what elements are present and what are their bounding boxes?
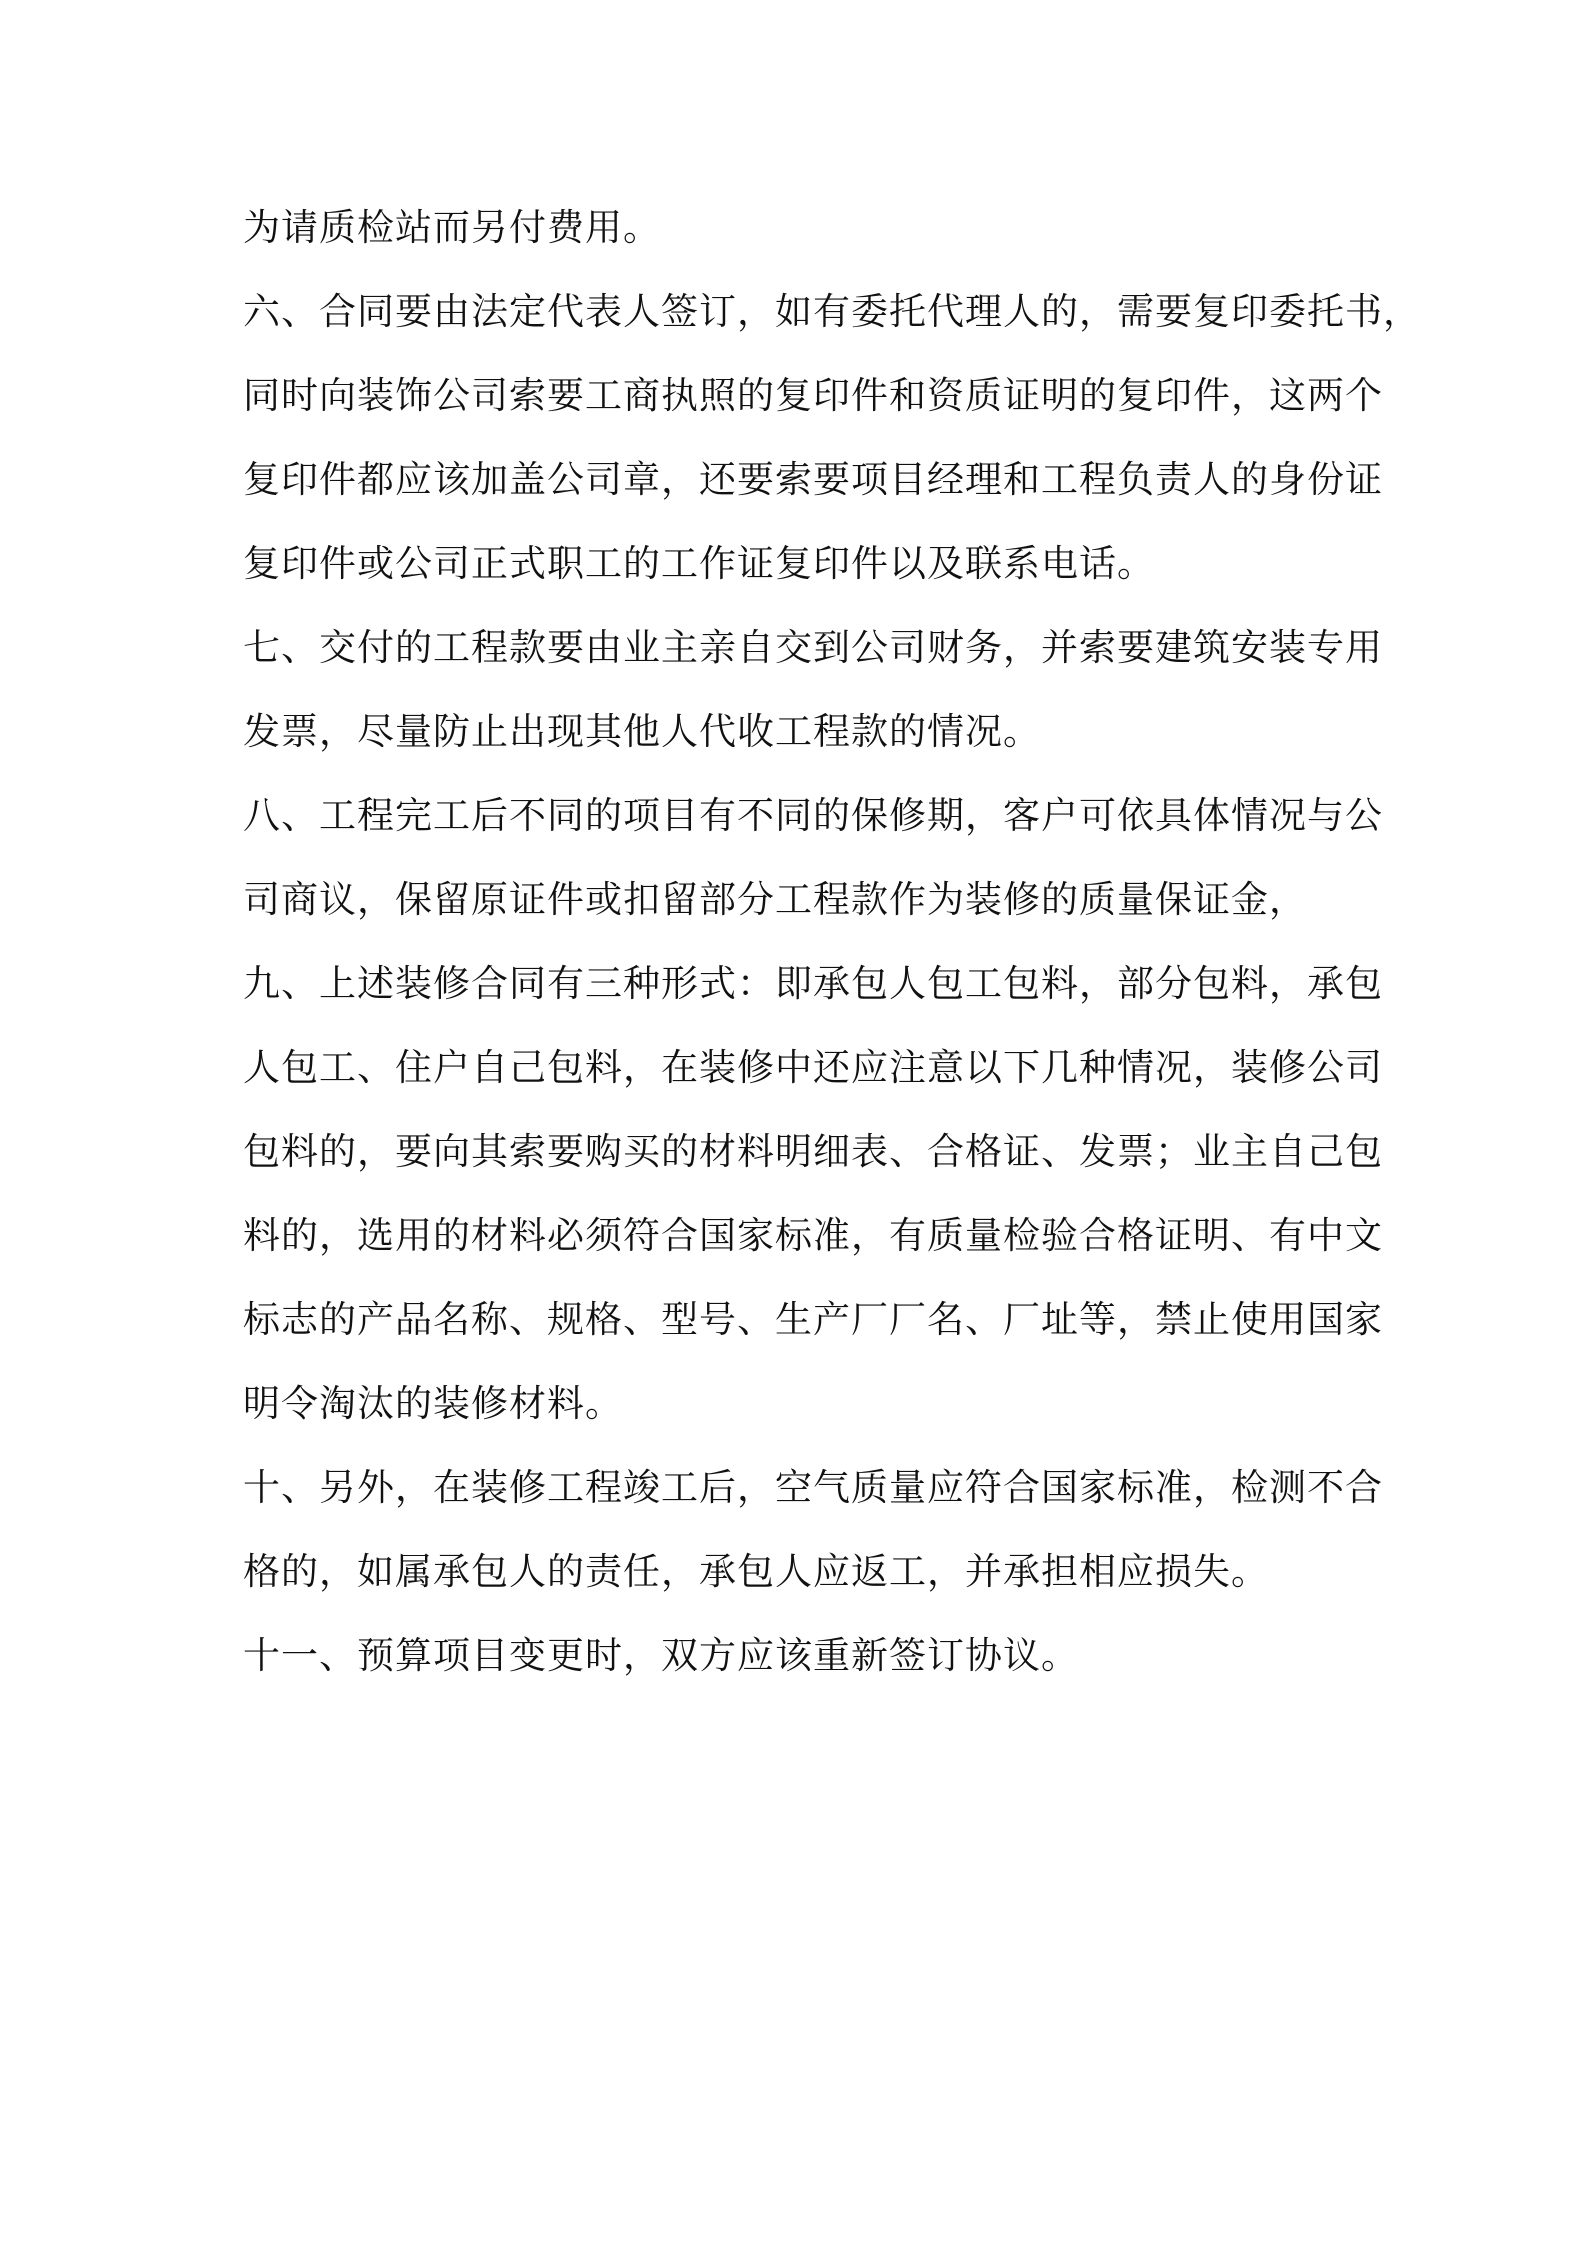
clause-10-line-1: 十、另外，在装修工程竣工后，空气质量应符合国家标准，检测不合 xyxy=(243,1466,1383,1509)
clause-7-line-2: 发票，尽量防止出现其他人代收工程款的情况。 xyxy=(243,710,1041,753)
clause-6-line-3: 复印件都应该加盖公司章，还要索要项目经理和工程负责人的身份证 xyxy=(243,458,1383,501)
clause-6-line-1: 六、合同要由法定代表人签订，如有委托代理人的，需要复印委托书， xyxy=(243,290,1421,333)
clause-6-line-2: 同时向装饰公司索要工商执照的复印件和资质证明的复印件，这两个 xyxy=(243,374,1383,417)
clause-9-line-5: 标志的产品名称、规格、型号、生产厂厂名、厂址等，禁止使用国家 xyxy=(243,1298,1383,1341)
text-line-1: 为请质检站而另付费用。 xyxy=(243,206,661,249)
clause-8-line-2: 司商议，保留原证件或扣留部分工程款作为装修的质量保证金， xyxy=(243,878,1307,921)
clause-9-line-1: 九、上述装修合同有三种形式：即承包人包工包料，部分包料，承包 xyxy=(243,962,1383,1005)
clause-8-line-1: 八、工程完工后不同的项目有不同的保修期，客户可依具体情况与公 xyxy=(243,794,1383,837)
clause-11-line-1: 十一、预算项目变更时，双方应该重新签订协议。 xyxy=(243,1634,1079,1677)
clause-9-line-6: 明令淘汰的装修材料。 xyxy=(243,1382,623,1425)
clause-10-line-2: 格的，如属承包人的责任，承包人应返工，并承担相应损失。 xyxy=(243,1550,1269,1593)
clause-9-line-3: 包料的，要向其索要购买的材料明细表、合格证、发票；业主自己包 xyxy=(243,1130,1383,1173)
clause-6-line-4: 复印件或公司正式职工的工作证复印件以及联系电话。 xyxy=(243,542,1155,585)
clause-9-line-4: 料的，选用的材料必须符合国家标准，有质量检验合格证明、有中文 xyxy=(243,1214,1383,1257)
clause-9-line-2: 人包工、住户自己包料，在装修中还应注意以下几种情况，装修公司 xyxy=(243,1046,1383,1089)
clause-7-line-1: 七、交付的工程款要由业主亲自交到公司财务，并索要建筑安装专用 xyxy=(243,626,1383,669)
